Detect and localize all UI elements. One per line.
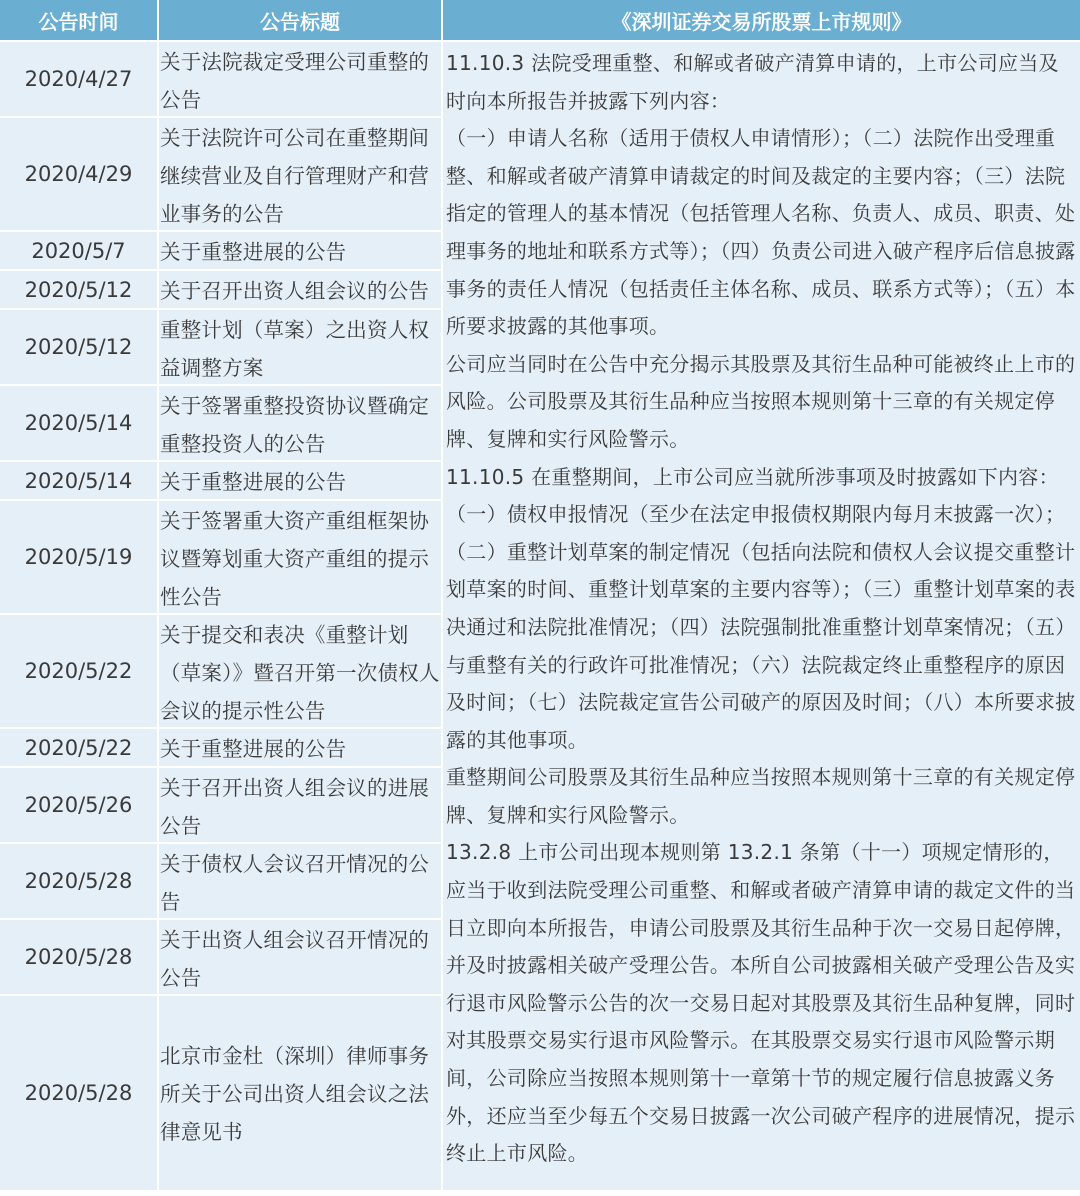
announcement-title-text: 关于召开出资人组会议的进展公告 — [160, 776, 430, 838]
announcement-title — [159, 996, 441, 1190]
announcement-title-text: 关于出资人组会议召开情况的公告 — [160, 928, 430, 990]
announcement-date: 2020/5/12 — [0, 310, 157, 384]
announcement-date: 2020/4/27 — [0, 42, 157, 116]
announcement-title-text: 关于重整进展的公告 — [160, 470, 347, 494]
announcement-title — [159, 42, 441, 116]
announcement-title — [159, 768, 441, 842]
announcement-title — [159, 386, 441, 460]
announcement-title — [159, 310, 441, 384]
announcement-date: 2020/5/14 — [0, 462, 157, 499]
announcement-title — [159, 844, 441, 918]
announcement-title-text: 关于召开出资人组会议的公告 — [160, 279, 430, 303]
announcement-title — [159, 462, 441, 499]
announcement-title-text: 重整计划（草案）之出资人权益调整方案 — [160, 318, 430, 380]
rule-paragraph: 11.10.5 在重整期间，上市公司应当就所涉事项及时披露如下内容： — [446, 464, 1059, 489]
announcement-title-text: 关于法院许可公司在重整期间继续营业及自行管理财产和营业事务的公告 — [160, 126, 430, 226]
announcement-date: 2020/5/19 — [0, 501, 157, 613]
announcement-date: 2020/5/26 — [0, 768, 157, 842]
rule-paragraph: （一）申请人名称（适用于债权人申请情形）；（二）法院作出受理重整、和解或者破产清算申请裁定的时间及裁定的主要内容；（三）法院指定的管理人的基本情况（包括管理人名称、负责人、成员、职责、处理事务的地址和联系方式等）；（四）负责公司进入破产程序后信息披露事务的责任人情况（包括责任主体名称、成员、联系方式等）；（五）本所要求披露的其他事项。 — [446, 126, 1076, 339]
announcement-title — [159, 729, 441, 766]
announcement-title — [159, 501, 441, 613]
announcement-title-text: 关于签署重整投资协议暨确定重整投资人的公告 — [160, 394, 430, 456]
announcement-date: 2020/5/28 — [0, 996, 157, 1190]
announcement-title — [159, 118, 441, 230]
announcement-title — [159, 920, 441, 994]
announcement-title-text: 关于债权人会议召开情况的公告 — [160, 852, 430, 914]
announcement-title-text: 关于签署重大资产重组框架协议暨筹划重大资产重组的提示性公告 — [160, 509, 430, 609]
announcement-title-text: 关于重整进展的公告 — [160, 240, 347, 264]
announcement-title — [159, 615, 441, 727]
announcement-date: 2020/5/22 — [0, 615, 157, 727]
header-listing-rules: 《深圳证券交易所股票上市规则》 — [443, 0, 1080, 40]
announcement-date: 2020/5/14 — [0, 386, 157, 460]
announcement-date: 2020/5/12 — [0, 271, 157, 308]
announcement-date: 2020/5/28 — [0, 844, 157, 918]
header-announcement-title: 公告标题 — [159, 0, 441, 40]
header-announcement-time: 公告时间 — [0, 0, 157, 40]
announcement-title-text: 关于法院裁定受理公司重整的公告 — [160, 50, 430, 112]
announcement-date: 2020/5/7 — [0, 232, 157, 269]
announcement-date: 2020/4/29 — [0, 118, 157, 230]
announcement-date: 2020/5/28 — [0, 920, 157, 994]
announcement-title-text: 关于提交和表决《重整计划（草案）》暨召开第一次债权人会议的提示性公告 — [160, 623, 440, 723]
rule-paragraph: 重整期间公司股票及其衍生品种应当按照本规则第十三章的有关规定停牌、复牌和实行风险警示。 — [446, 765, 1076, 827]
rule-paragraph: （一）债权申报情况（至少在法定申报债权期限内每月末披露一次）；（二）重整计划草案的制定情况（包括向法院和债权人会议提交重整计划草案的时间、重整计划草案的主要内容等）；（三）重整计划草案的表决通过和法院批准情况；（四）法院强制批准重整计划草案情况；（五）与重整有关的行政许可批准情况；（六）法院裁定终止重整程序的原因及时间；（七）法院裁定宣告公司破产的原因及时间；（八）本所要求披露的其他事项。 — [446, 502, 1076, 752]
rule-paragraph: 公司应当同时在公告中充分揭示其股票及其衍生品种可能被终止上市的风险。公司股票及其衍生品种应当按照本规则第十三章的有关规定停牌、复牌和实行风险警示。 — [446, 351, 1076, 451]
announcement-date: 2020/5/22 — [0, 729, 157, 766]
rule-paragraph: 11.10.3 法院受理重整、和解或者破产清算申请的，上市公司应当及时向本所报告并披露下列内容： — [446, 51, 1059, 113]
announcement-title-text: 关于重整进展的公告 — [160, 737, 347, 761]
announcement-title — [159, 232, 441, 269]
rules-text-cell — [443, 42, 1080, 1190]
announcement-title — [159, 271, 441, 308]
rule-paragraph: 13.2.8 上市公司出现本规则第 13.2.1 条第（十一）项规定情形的，应当于收到法院受理公司重整、和解或者破产清算申请的裁定文件的当日立即向本所报告，申请公司股票及其衍生品种于次一交易日起停牌，并及时披露相关破产受理公告。本所自公司披露相关破产受理公告及实行退市风险警示公告的次一交易日起对其股票及其衍生品种复牌，同时对其股票交易实行退市风险警示。在其股票交易实行退市风险警示期间，公司除应当按照本规则第十一章第十节的规定履行信息披露义务外，还应当至少每五个交易日披露一次公司破产程序的进展情况，提示终止上市风险。 — [446, 840, 1076, 1166]
announcement-title-text: 北京市金杜（深圳）律师事务所关于公司出资人组会议之法律意见书 — [160, 1043, 430, 1144]
